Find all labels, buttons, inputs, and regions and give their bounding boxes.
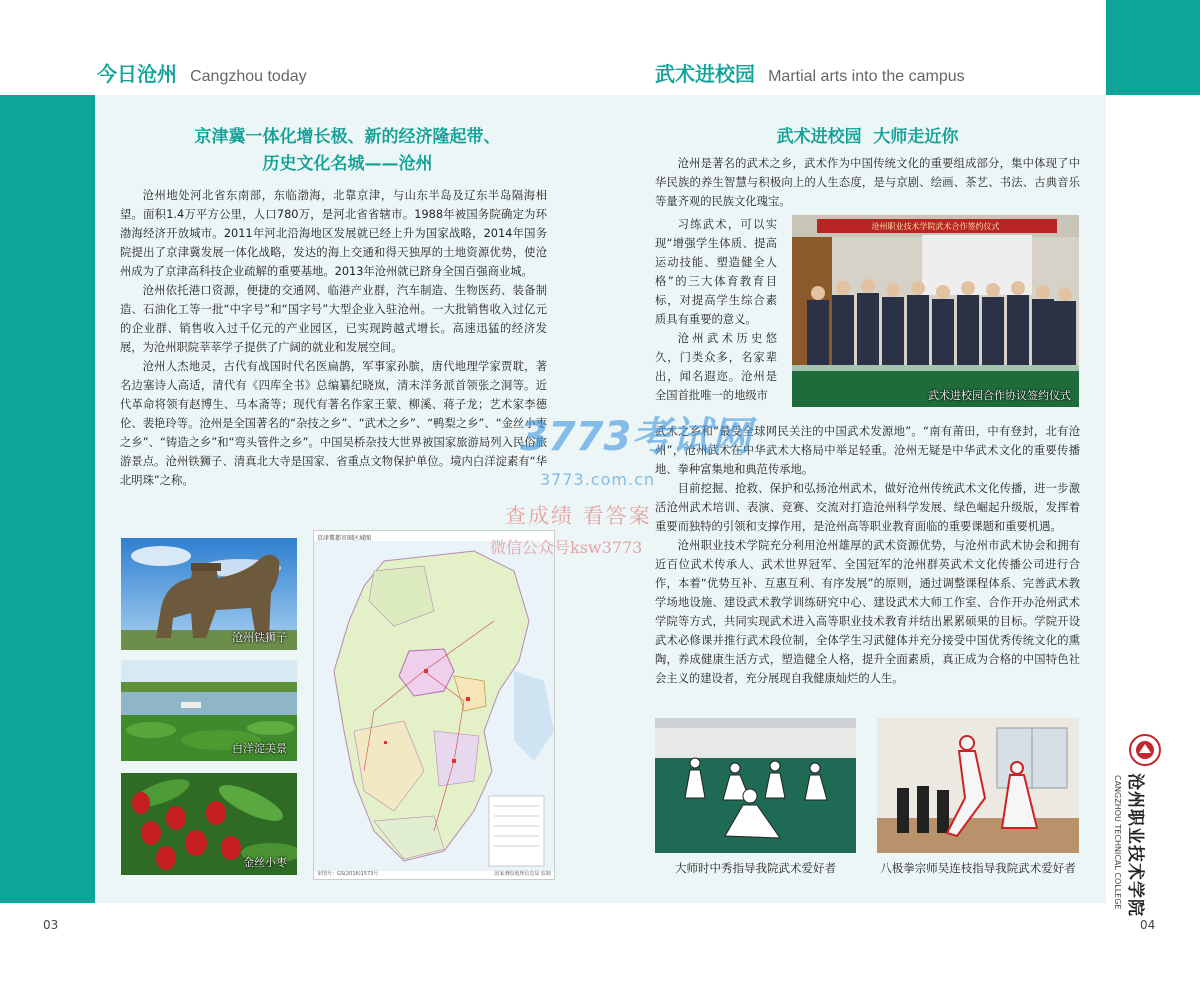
paragraph: 目前挖掘、抢救、保护和弘扬沧州武术，做好沧州传统武术文化传播，进一步激活沧州武术培训、表演、竞赛、交流对打造沧州科学发展、绿色崛起升级版，发挥着重要而独特的引领和支撑作用，是沧州高等职业教育面临的重要课题和重要机遇。	[655, 482, 1080, 533]
article-title-line: 京津冀一体化增长极、新的经济隆起带、	[194, 127, 501, 147]
left-page-header	[97, 58, 307, 87]
header-title-en: Cangzhou today	[190, 68, 307, 85]
watermark	[470, 400, 752, 570]
paragraph: 沧州人杰地灵，古代有战国时代名医扁鹊，军事家孙膑，唐代地理学家贾耽，著名边塞诗人高适，清代有《四库全书》总编纂纪晓岚，清末洋务派首领张之洞等。近代革命将领有赵博生、马本斋等；现代有著名作家王蒙、柳溪、蒋子龙；艺术家李德伦、裴艳玲等。沧州是全国著名的“杂技之乡”、“武术之乡”、“鸭梨之乡”、“金丝小枣之乡”、“铸造之乡”和“弯头管件之乡”。中国吴桥杂技大世界被国家旅游局列入民俗旅游景点。沧州铁狮子、清真北大寺是国家、省重点文物保护单位。境内白洋淀素有“华北明珠”之称。	[120, 360, 547, 487]
map-footer-right: 国家测绘地理信息局 监制	[494, 871, 551, 877]
map-title: 京津冀都市圈区域图	[317, 535, 372, 542]
master-wu-photo	[877, 718, 1079, 853]
paragraph: 习练武术，可以实现“增强学生体质、提高运动技能、塑造健全人格”的三大体育教育目标，对提高学生综合素质具有重要的意义。	[655, 218, 777, 326]
photo-caption: 八极拳宗师吴连枝指导我院武术爱好者	[880, 861, 1076, 875]
page-number-left: 03	[43, 918, 59, 932]
header-title-cn: 今日沧州	[97, 62, 177, 86]
regional-map	[313, 530, 555, 880]
photo-caption: 大师时中秀指导我院武术爱好者	[675, 861, 836, 875]
master-shi-photo	[655, 718, 856, 853]
map-footer-left: 审图号：GS(2016)1573号	[317, 871, 379, 877]
article-title-line: 历史文化名城——沧州	[262, 154, 433, 174]
college-name-en-vertical	[1111, 775, 1130, 909]
signing-banner-text: 沧州职业技术学院武术合作签约仪式	[871, 222, 1000, 231]
photo-caption: 武术进校园合作协议签约仪式	[928, 389, 1071, 402]
paragraph: 沧州武术历史悠久，门类众多，名家辈出，闻名遐迩。沧州是全国首批唯一的地级市	[655, 332, 777, 402]
lake-photo	[121, 660, 297, 761]
header-title-cn: 武术进校园	[655, 62, 755, 86]
photo-caption: 沧州铁狮子	[232, 631, 287, 644]
photo-caption: 白洋淀美景	[232, 742, 287, 755]
watermark-line1: 查成绩 看答案	[505, 504, 652, 528]
signing-ceremony-photo	[792, 215, 1079, 407]
iron-lion-photo	[121, 538, 297, 650]
right-article-title: 武术进校园 大师走近你	[776, 127, 959, 147]
header-title-en: Martial arts into the campus	[768, 68, 965, 85]
right-intro	[655, 154, 1080, 211]
college-name-en: CANGZHOU TECHNICAL COLLEGE	[1113, 775, 1122, 910]
paragraph: 沧州依托港口资源，便捷的交通网、临港产业群，汽车制造、生物医药、装备制造、石油化工等一批“中字号”和“国字号”大型企业入驻沧州。一大批销售收入过亿元的企业群、销售收入过千亿元的产业园区，已实现跨越式增长。高速迅猛的经济发展，为沧州职院莘莘学子提供了广阔的就业和发展空间。	[120, 284, 547, 354]
jujube-photo	[121, 773, 297, 875]
right-page-header	[655, 58, 965, 87]
paragraph: 武术之乡和“最受全球网民关注的中国武术发源地”。“南有莆田，中有登封，北有沧州”，沧州武术在中华武术大格局中举足轻重。沧州无疑是中华武术文化的重要传播地、拳种富集地和典范传承地。	[655, 425, 1080, 476]
paragraph: 沧州地处河北省东南部，东临渤海，北靠京津，与山东半岛及辽东半岛隔海相望。面积1.4万平方公里，人口780万，是河北省省辖市。1988年被国务院确定为环渤海经济开放城市。2011年河北沿海地区发展就已经上升为国家战略，2014年国务院提出了京津冀发展一体化战略，发达的海上交通和得天独厚的土地资源优势，使沧州成为了京津高科技企业疏解的重要基地。2013年沧州就已跻身全国百强商业城。	[120, 189, 547, 278]
right-teal-corner	[1106, 0, 1200, 95]
college-logo-icon	[1128, 733, 1162, 767]
page-number-right: 04	[1140, 918, 1156, 932]
paragraph: 沧州是著名的武术之乡，武术作为中国传统文化的重要组成部分，集中体现了中华民族的养生智慧与积极向上的人生态度，是与京剧、绘画、茶艺、书法、古典音乐等量齐观的民族文化瑰宝。	[655, 157, 1080, 208]
watermark-logo: 3773考试网	[520, 414, 752, 460]
college-name-cn: 沧州职业技术学院	[1125, 773, 1145, 917]
left-article-title	[120, 124, 575, 178]
right-side-column	[655, 215, 777, 405]
left-teal-band	[0, 95, 95, 903]
watermark-line2: 微信公众号ksw3773	[490, 538, 643, 557]
photo-caption: 金丝小枣	[243, 856, 287, 869]
watermark-url: 3773.com.cn	[540, 470, 655, 489]
paragraph: 沧州职业技术学院充分利用沧州雄厚的武术资源优势，与沧州市武术协会和拥有近百位武术传承人、武术世界冠军、全国冠军的沧州群英武术文化传播公司进行合作，本着“优势互补、互惠互利、有序发展”的原则，通过调整课程体系、完善武术教学场地设施、建设武术教学训练研究中心、建设武术大师工作室、合作开办沧州武术学院等方式，共同实现武术进入高等职业技术教育并结出累累硕果的目标。学院开设武术必修课并推行武术段位制，全体学生习武健体并充分接受中国优秀传统文化的熏陶，养成健康生活方式，塑造健全人格，提升全面素质，真正成为合格的中国特色社会主义的建设者，充分展现自我健康灿烂的人生。	[655, 539, 1080, 685]
map-graphic	[314, 531, 554, 879]
